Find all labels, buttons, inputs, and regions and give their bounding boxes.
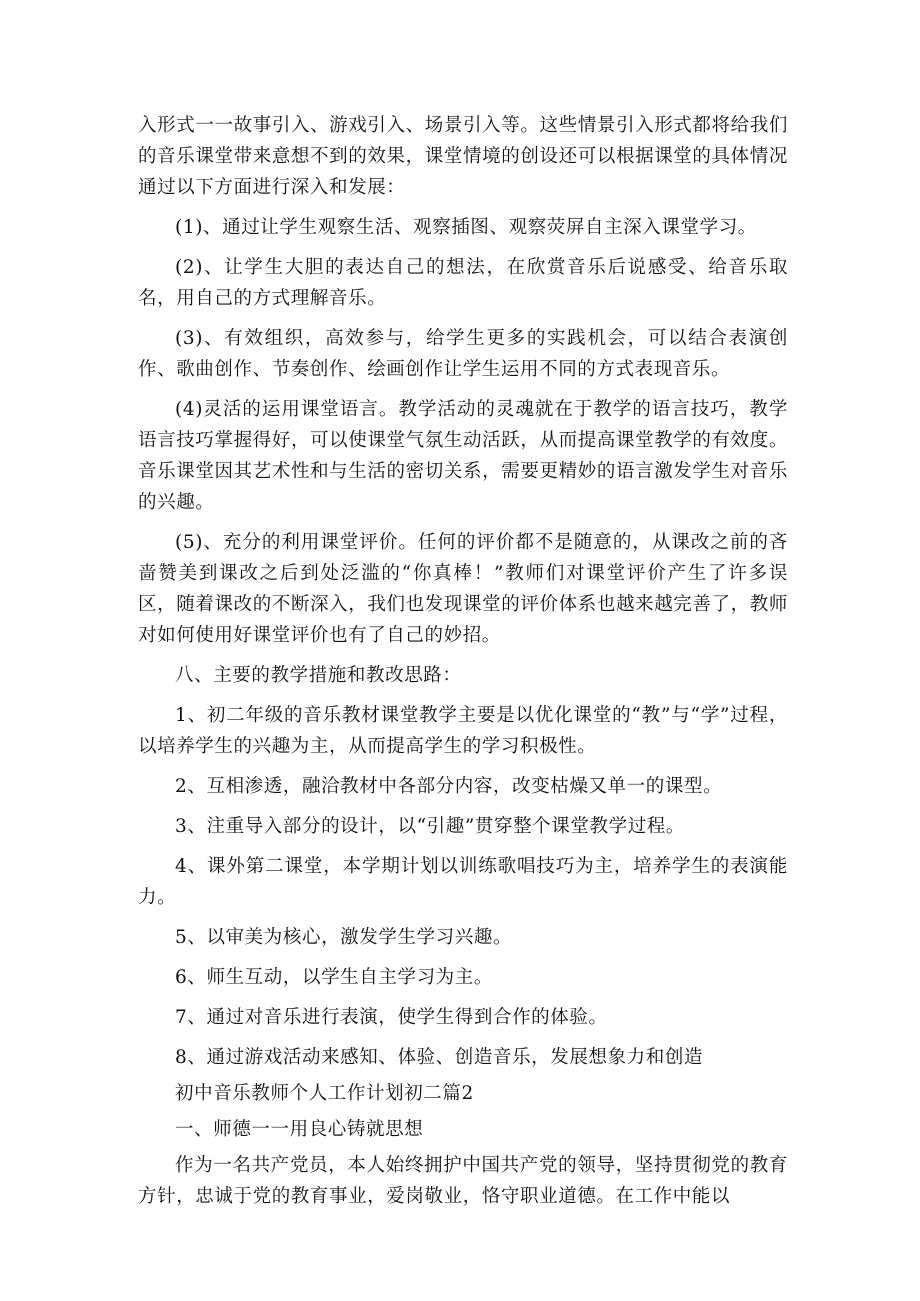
measure-item-8: 8、通过游戏活动来感知、体验、创造音乐，发展想象力和创造 (175, 1047, 704, 1068)
measure-item-4: 4、课外第二课堂，本学期计划以训练歌唱技巧为主，培养学生的表演能力。 (138, 856, 788, 908)
paragraph-item-5: (5)、充分的利用课堂评价。任何的评价都不是随意的，从课改之前的吝啬赞美到课改之后到处泛滥的“你真棒！”教师们对课堂评价产生了许多误区，随着课改的不断深入，我们也发现课堂的评价体系也越来越完善了，教师对如何使用好课堂评价也有了自己的妙招。 (138, 532, 788, 646)
measure-item-2: 2、互相渗透，融洽教材中各部分内容，改变枯燥又单一的课型。 (175, 776, 723, 797)
paragraph-item-1: (1)、通过让学生观察生活、观察插图、观察荧屏自主深入课堂学习。 (175, 217, 757, 238)
paragraph-item-3: (3)、有效组织，高效参与，给学生更多的实践机会，可以结合表演创作、歌曲创作、节奏创作、绘画创作让学生运用不同的方式表现音乐。 (138, 328, 788, 380)
document-body (138, 110, 788, 1221)
measure-item-1: 1、初二年级的音乐教材课堂教学主要是以优化课堂的“教”与“学”过程，以培养学生的兴趣为主，从而提高学生的学习积极性。 (138, 705, 788, 757)
article-title-part-2: 初中音乐教师个人工作计划初二篇2 (175, 1083, 474, 1104)
measure-item-7: 7、通过对音乐进行表演，使学生得到合作的体验。 (175, 1007, 608, 1028)
measure-item-6: 6、师生互动，以学生自主学习为主。 (175, 967, 493, 988)
paragraph-ethics-body: 作为一名共产党员，本人始终拥护中国共产党的领导，坚持贯彻党的教育方针，忠诚于党的教育事业，爱岗敬业，恪守职业道德。在工作中能以 (138, 1155, 788, 1207)
section-heading-ethics: 一、师德一一用良心铸就思想 (175, 1119, 424, 1140)
section-heading-measures: 八、主要的教学措施和教改思路： (175, 665, 462, 686)
paragraph-item-2: (2)、让学生大胆的表达自己的想法，在欣赏音乐后说感受、给音乐取名，用自己的方式理解音乐。 (138, 257, 788, 309)
paragraph-intro-continuation: 入形式一一故事引入、游戏引入、场景引入等。这些情景引入形式都将给我们的音乐课堂带来意想不到的效果，课堂情境的创设还可以根据课堂的具体情况通过以下方面进行深入和发展： (138, 115, 788, 198)
paragraph-item-4: (4)灵活的运用课堂语言。教学活动的灵魂就在于教学的语言技巧，教学语言技巧掌握得好，可以使课堂气氛生动活跃，从而提高课堂教学的有效度。音乐课堂因其艺术性和与生活的密切关系，需要更精妙的语言激发学生对音乐的兴趣。 (138, 399, 788, 513)
measure-item-3: 3、注重导入部分的设计，以“引趣”贯穿整个课堂教学过程。 (175, 816, 685, 837)
measure-item-5: 5、以审美为核心，激发学生学习兴趣。 (175, 927, 513, 948)
